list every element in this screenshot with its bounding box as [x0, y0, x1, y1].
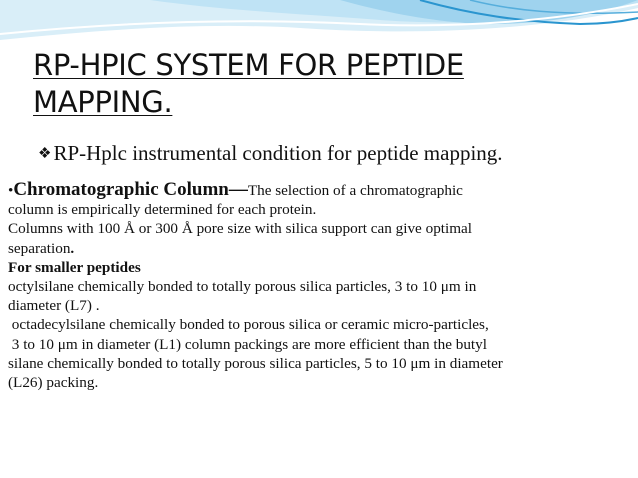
- intro-bullet: •: [8, 182, 14, 199]
- body-line: diameter (L7) .: [8, 297, 100, 315]
- body-line: Columns with 100 Å or 300 Å pore size with silica support can give optimal: [8, 220, 472, 238]
- body-line: (L26) packing.: [8, 374, 99, 392]
- body-line: 3 to 10 μm in diameter (L1) column packings are more efficient than the butyl: [8, 335, 487, 353]
- intro-text: The selection of a chromatographic: [247, 182, 463, 199]
- body-line: silane chemically bonded to totally porous silica particles, 5 to 10 μm in diameter: [8, 354, 503, 372]
- content-body: [8, 180, 633, 392]
- title-line-1: RP-HPIC SYSTEM FOR PEPTIDE: [33, 48, 464, 82]
- separation-text: separation: [8, 239, 71, 257]
- subtitle-text: RP-Hplc instrumental condition for peptide mapping.: [53, 141, 503, 165]
- body-line: [8, 239, 633, 258]
- body-line: octadecylsilane chemically bonded to porous silica or ceramic micro-particles,: [8, 316, 489, 334]
- intro-line: [8, 180, 633, 200]
- chromatographic-column-heading: Chromatographic Column—: [13, 179, 248, 200]
- body-line: octylsilane chemically bonded to totally porous silica particles, 3 to 10 μm in: [8, 278, 477, 296]
- body-line: column is empirically determined for each protein.: [8, 201, 317, 219]
- diamond-bullet-icon: ❖: [38, 146, 52, 162]
- subtitle: [38, 141, 503, 166]
- separation-period: .: [70, 239, 75, 257]
- slide-title: [33, 47, 503, 121]
- title-line-2: MAPPING.: [33, 85, 173, 119]
- smaller-peptides-heading: For smaller peptides: [8, 258, 141, 276]
